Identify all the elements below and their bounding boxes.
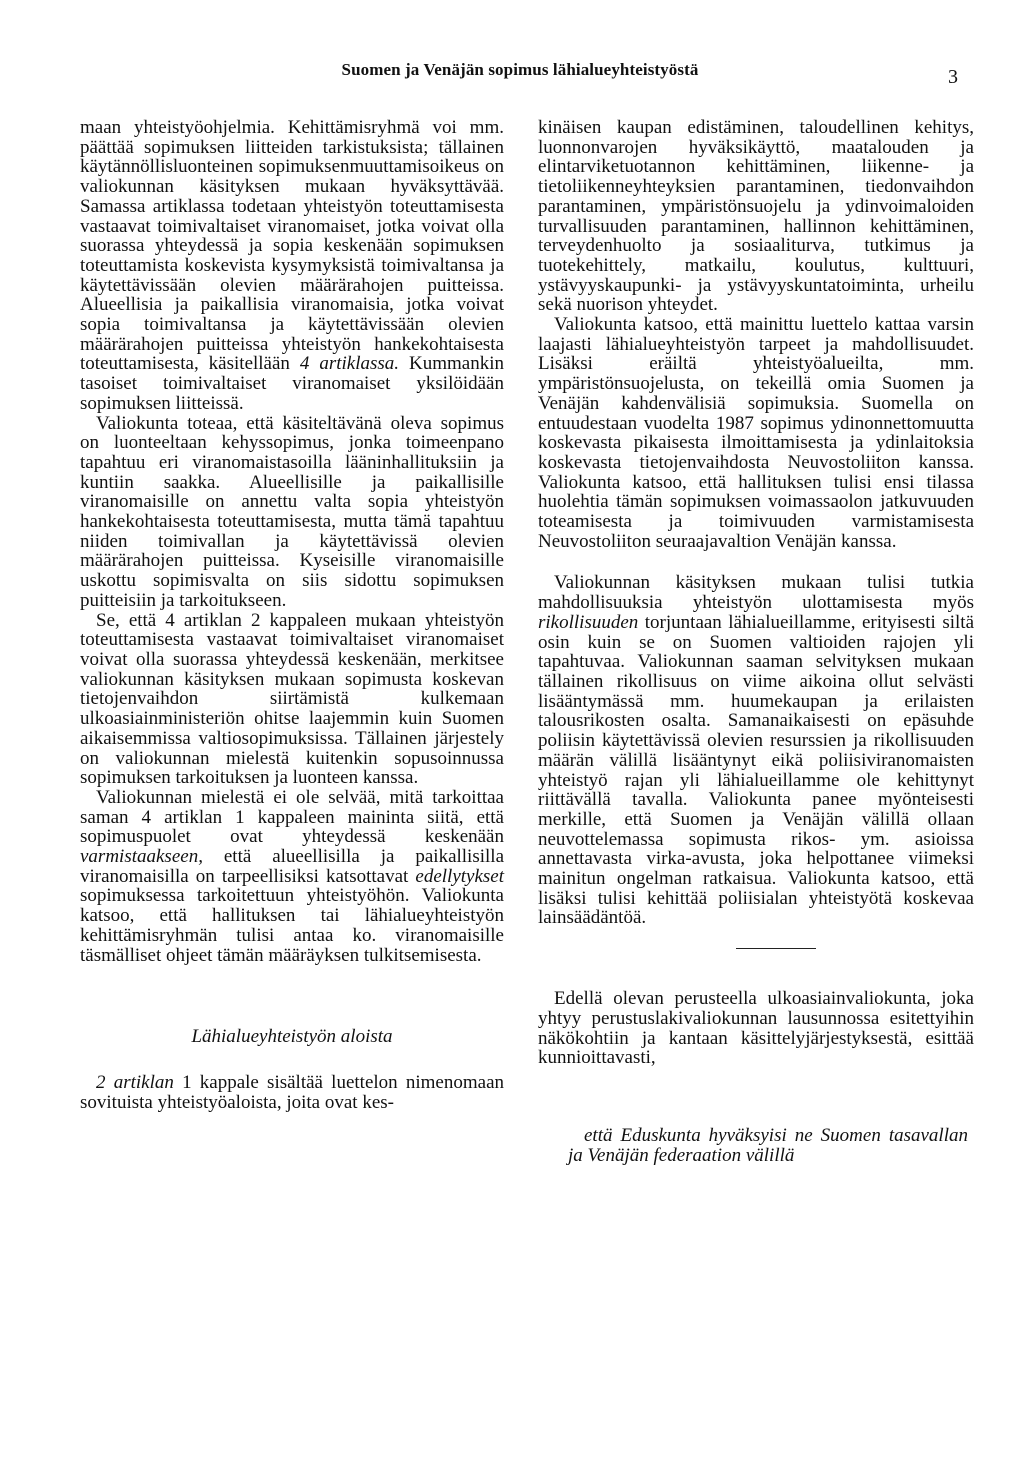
paragraph: kinäisen kaupan edistäminen, taloudellinen kehitys, luonnonvarojen hyväksikäyttö, maatalouden ja elintarviketuotannon kehittäminen, liikenne- ja tietoliikenneyhteyksien parantaminen, tiedonvaihdon parantaminen, ympäristönsuojelu ja ydinvoimaloiden turvallisuuden parantaminen, hallinnon kehittäminen, terveydenhuolto ja sosiaaliturva, tutkimus ja tuotekehittely, matkailu, koulutus, kulttuuri, ystävyyskaupunki- ja ystävyyskuntatoiminta, urheilu sekä nuorison yhteydet. xyxy=(538,117,974,316)
right-column xyxy=(538,118,974,1165)
paragraph-text: Valiokunnan käsityksen mukaan tulisi tutkia mahdollisuuksia yhteistyön ulottamisesta myös xyxy=(538,572,974,614)
paragraph-text: maan yhteistyöohjelmia. Kehittämisryhmä voi mm. päättää sopimuksen liitteiden tarkistuksista; tällainen käytännöllisluonteinen sopimuksenmuuttamisoikeus on valiokunnan käsityksen mukaan hyväksyttävää. Samassa artiklassa todetaan yhteistyön toteuttamisesta vastaavat toimivaltaiset viranomaiset, jotka voivat olla suorassa yhteydessä ja sopia keskenään sopimuksen toteuttamista koskevista kysymyksistä toimivaltansa ja käytettävissään olevien määrärahojen puitteissa. Alueellisia ja paikallisia viranomaisia, jotka voivat sopia toimivaltansa ja käytettävissään olevien määrärahojen puitteissa yhteistyön hankekohtaisesta toteuttamisesta, käsitellään xyxy=(80,117,504,375)
page-number: 3 xyxy=(948,66,958,88)
running-title: Suomen ja Venäjän sopimus lähialueyhteistyöstä xyxy=(341,60,699,79)
paragraph xyxy=(80,118,504,414)
left-column xyxy=(80,118,504,1112)
paragraph-text: että alueellisilla ja paikallisilla viranomaisilla on tarpeellisiksi katsottavat xyxy=(80,846,504,887)
emphasis-text: edellytykset xyxy=(415,865,504,887)
paragraph: Valiokunta toteaa, että käsiteltävänä oleva sopimus on luonteeltaan kehyssopimus, jonka toimeenpano tapahtuu eri viranomaistasoilla lääninhallituksiin ja kuntiin saakka. Alueellisille ja paikallisille viranomaisille on annettu valta sopia yhteistyön hankekohtaisesta toteuttamisesta, mutta tämä tapahtuu niiden toimivallan ja käytettävissä olevien määrärahojen puitteissa. Kyseisille viranomaisille uskottu sopimisvalta on siis sidottu sopimuksen puitteisiin ja tarkoitukseen. xyxy=(80,412,504,611)
paragraph-text: torjuntaan lähialueillamme, erityisesti siltä osin kuin se on Suomen valtioiden rajojen yli tapahtuvaa. Valiokunnan saaman selvityksen mukaan tällainen rikollisuus on viime aikoina ollut selvästi lisääntymässä mm. huumekaupan ja erilaisten talousrikosten osalta. Samanaikaisesti on epäsuhde poliisin käytettävissä olevien resurssien ja rikollisuuden määrän välillä lisääntynyt eikä poliisiviranomaisten yhteistyö rajan yli lähialueillamme ole kehittynyt riittävällä tavalla. Valiokunta panee myönteisesti merkille, että Suomen ja Venäjän välillä ollaan neuvottelemassa sopimusta rikos- ym. asioissa annettavasta virka-avusta, joka helpottanee viimeksi mainitun ongelman ratkaisua. Valiokunta katsoo, että lisäksi tulisi kehittää poliisialan yhteistyötä koskevaa lainsäädäntöä. xyxy=(538,611,974,929)
emphasis-text: 2 artiklan xyxy=(96,1071,174,1093)
paragraph: Edellä olevan perusteella ulkoasiainvaliokunta, joka yhtyy perustuslakivaliokunnan lausunnossa esitettyihin näkökohtiin ja kantaan käsittelyjärjestyksestä, esittää kunnioittavasti, xyxy=(538,988,974,1069)
paragraph xyxy=(80,1073,504,1112)
paragraph: Se, että 4 artiklan 2 kappaleen mukaan yhteistyön toteuttamisesta vastaavat toimivaltaiset viranomaiset voivat olla suorassa yhteydessä keskenään, merkitsee valiokunnan käsityksen mukaan sopimusta koskevan tietojenvaihdon siirtämistä kulkemaan ulkoasiainministeriön ohitse laajemmin kuin Suomen aikaisemmissa valtiosopimuksissa. Tällainen järjestely on valiokunnan mielestä kuitenkin sopusoinnussa sopimuksen tarkoituksen ja luonteen kanssa. xyxy=(80,609,504,789)
paragraph-text: sopimuksessa tarkoitettuun yhteistyöhön. Valiokunta katsoo, että hallituksen tai lähialueyhteistyön kehittämisryhmän tulisi antaa ko. viranomaisille täsmälliset ohjeet tämän määräyksen tulkitsemisesta. xyxy=(80,885,504,966)
paragraph xyxy=(538,573,974,928)
paragraph: Valiokunta katsoo, että mainittu luettelo kattaa varsin laajasti lähialueyhteistyön tarpeet ja mahdollisuudet. Lisäksi eräiltä yhteistyöalueilta, mm. ympäristönsuojelusta, on tekeillä omia Suomen ja Venäjän kahdenvälisiä sopimuksia. Suomella on entuudestaan vuodelta 1987 sopimus ydinonnettomuutta koskevasta pikaisesta ilmoittamisesta ja ydinlaitoksia koskevasta tietojenvaihdosta Neuvostoliiton kanssa. Valiokunta katsoo, että hallituksen tulisi ensi tilassa huolehtia tämän sopimuksen voimassaolon jatkuvuuden toteamisesta ja toimivuuden varmistamisesta Neuvostoliiton seuraajavaltion Venäjän kanssa. xyxy=(538,314,974,552)
emphasis-text: varmistaakseen, xyxy=(80,846,203,868)
paragraph-text: 1 kappale sisältää luettelon nimenomaan sovituista yhteistyöaloista, joita ovat kes- xyxy=(80,1071,504,1113)
emphasis-text: 4 artiklassa. xyxy=(299,353,400,375)
section-divider xyxy=(736,948,816,949)
proposal-text: että Eduskunta hyväksyisi ne Suomen tasavallan ja Venäjän federaation välillä xyxy=(568,1124,968,1166)
paragraph xyxy=(80,788,504,965)
paragraph-text: Kummankin tasoiset toimivaltaiset viranomaiset yksilöidään sopimuksen liitteissä. xyxy=(80,353,505,414)
emphasis-text: rikollisuuden xyxy=(538,611,639,633)
section-heading: Lähialueyhteistyön aloista xyxy=(191,1026,393,1048)
paragraph-text: Valiokunnan mielestä ei ole selvää, mitä tarkoittaa saman 4 artiklan 1 kappaleen maininta siitä, että sopimuspuolet ovat yhteydessä keskenään xyxy=(80,786,504,848)
